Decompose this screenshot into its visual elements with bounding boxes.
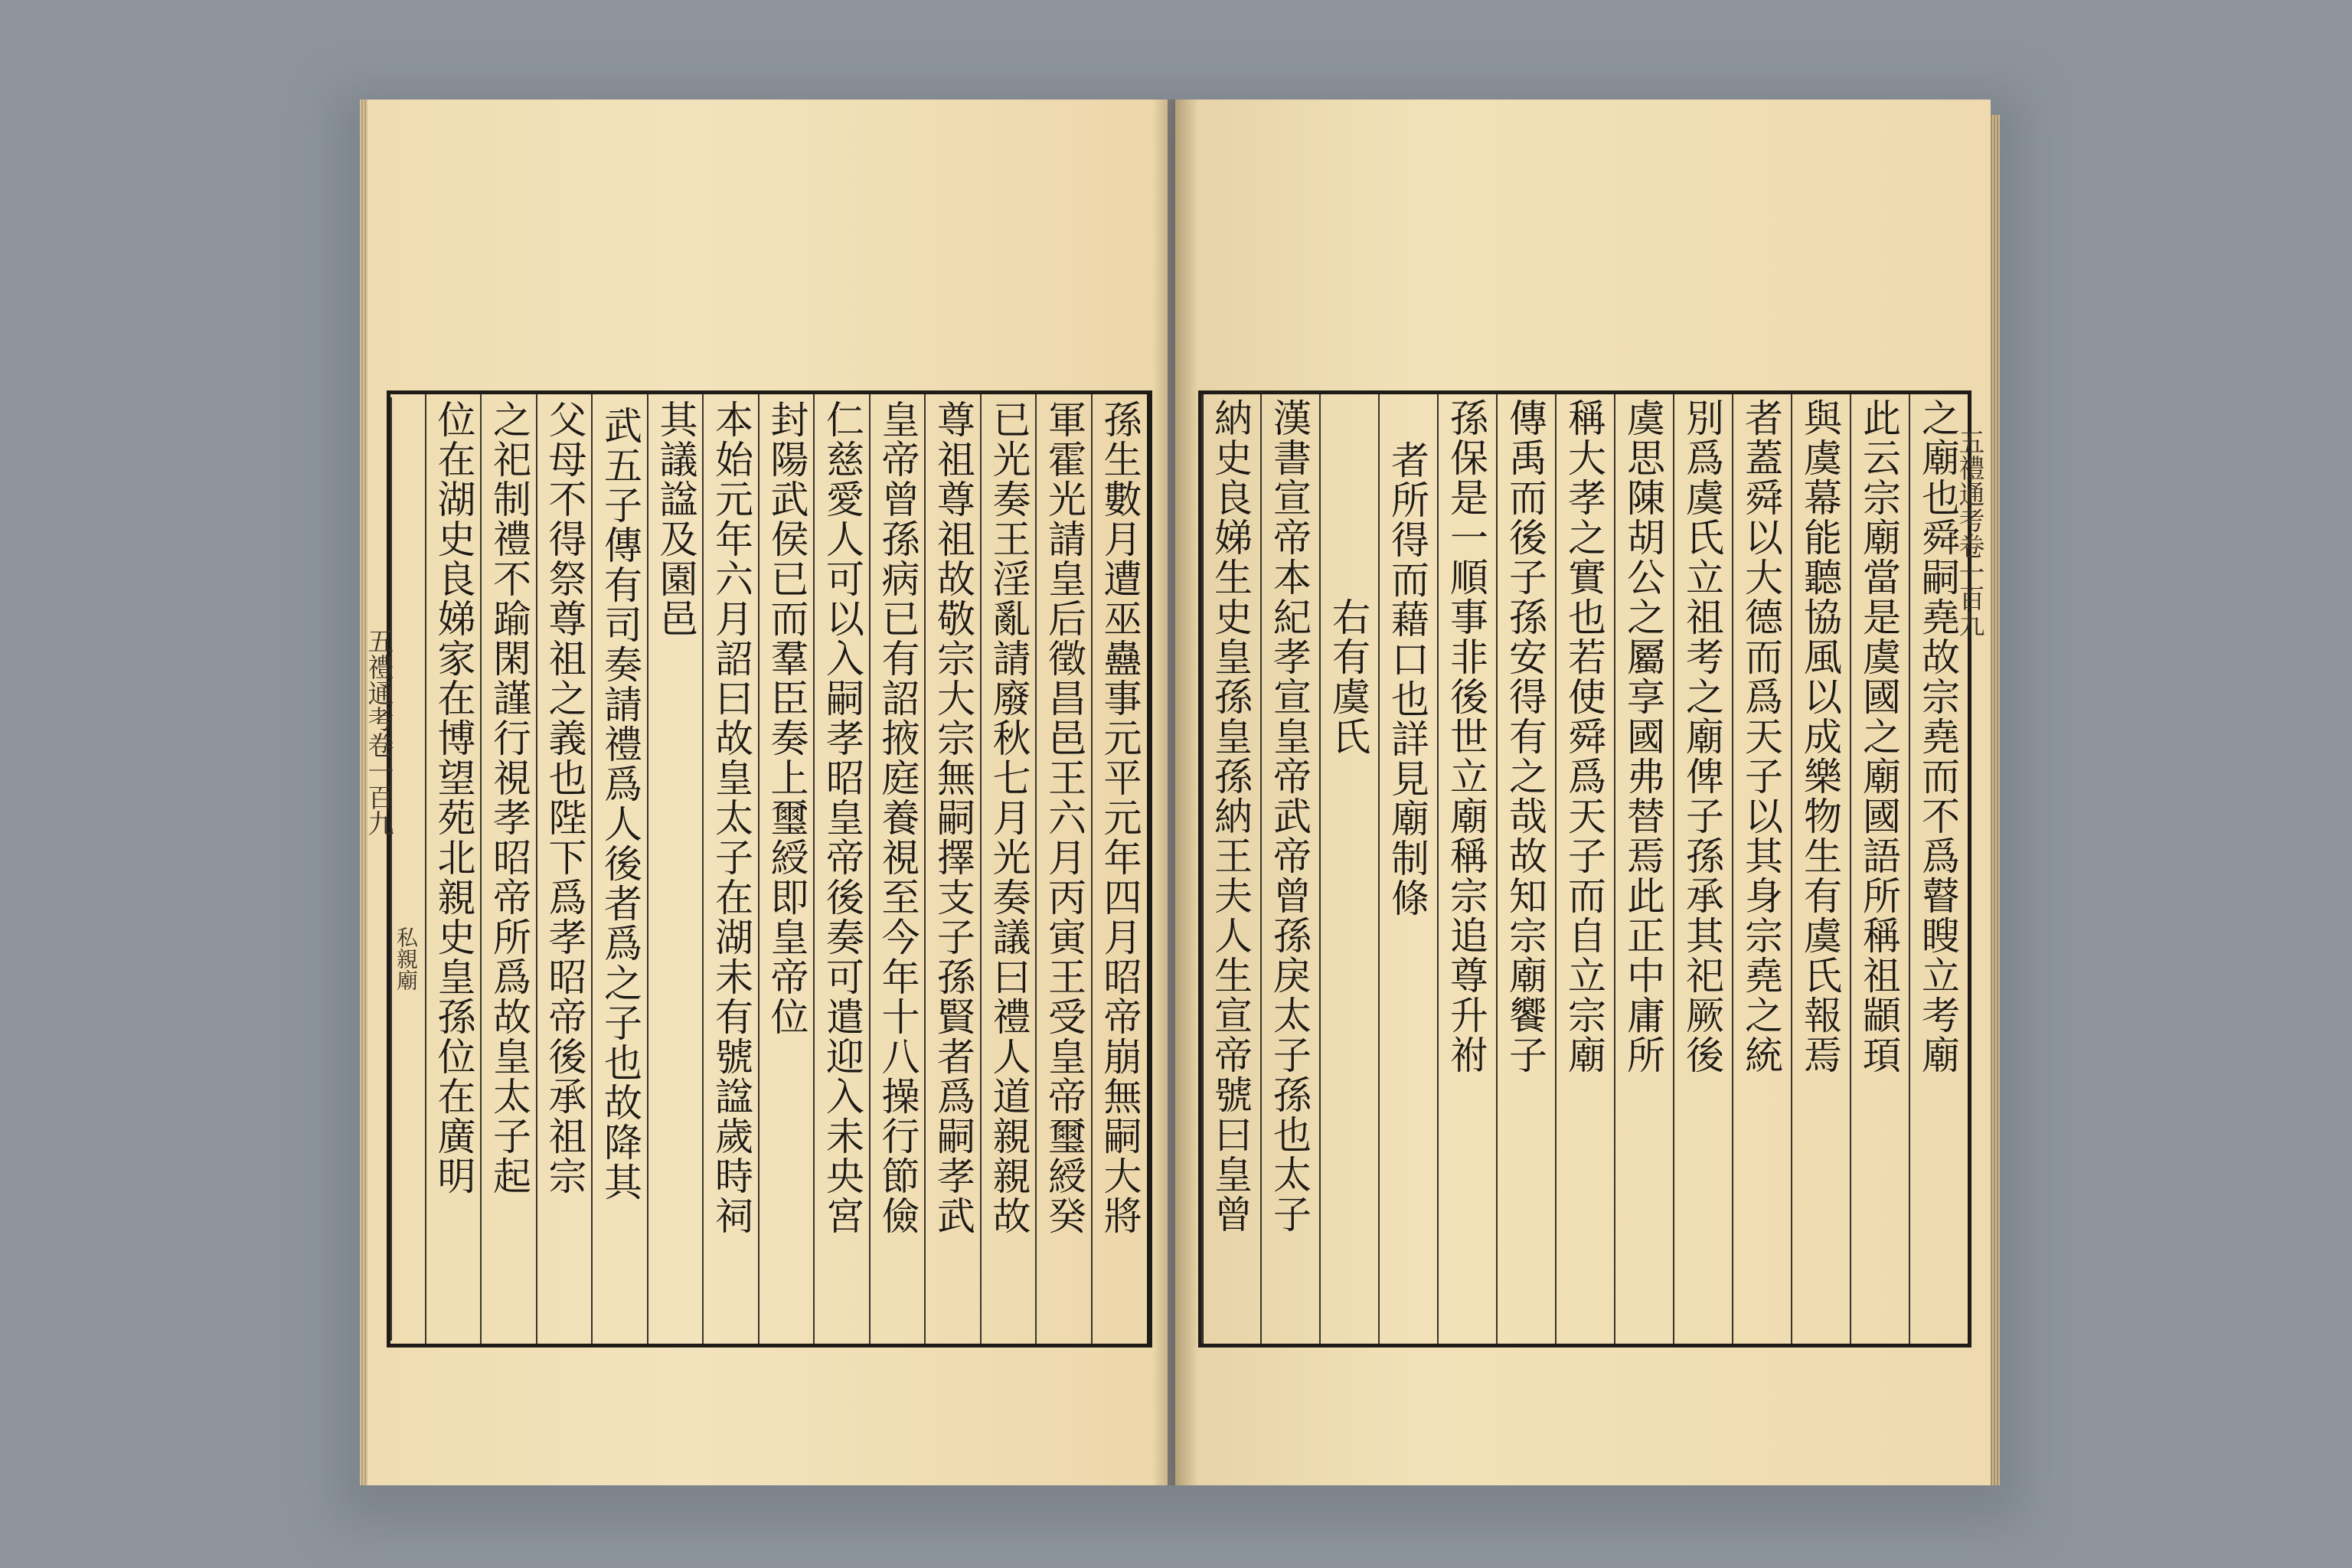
column-rule <box>1201 394 1203 1344</box>
text-column: 軍霍光請皇后徵昌邑王六月丙寅王受皇帝璽綬癸 <box>1042 400 1086 1236</box>
column-rule <box>647 394 648 1344</box>
column-rule <box>1260 394 1262 1344</box>
column-rule <box>1091 394 1093 1344</box>
column-rule <box>869 394 871 1344</box>
text-column: 之祀制禮不踰閑謹行視孝昭帝所爲故皇太子起 <box>487 400 531 1196</box>
text-column: 右有虞氏 <box>1326 597 1370 756</box>
column-rule <box>390 397 392 1341</box>
text-column: 虞思陳胡公之屬享國弗替焉此正中庸所 <box>1621 398 1665 1075</box>
text-column: 傳禹而後子孫安得有之哉故知宗廟饗子 <box>1503 398 1547 1075</box>
text-column: 漢書宣帝本紀孝宣皇帝武帝曾孫戾太子孫也太子 <box>1267 398 1312 1234</box>
column-rule <box>1673 394 1674 1344</box>
column-rule <box>924 394 926 1344</box>
text-column: 尊祖尊祖故敬宗大宗無嗣擇支子孫賢者爲嗣孝武 <box>931 400 975 1236</box>
column-rule <box>1437 394 1439 1344</box>
text-column: 與虞幕能聽協風以成樂物生有虞氏報焉 <box>1798 398 1842 1075</box>
column-rule <box>536 394 537 1344</box>
text-column: 稱大孝之實也若使舜爲天子而自立宗廟 <box>1562 398 1606 1075</box>
text-column: 位在湖史良娣家在博望苑北親史皇孫位在廣明 <box>431 400 476 1196</box>
text-column: 已光奏王淫亂請廢秋七月光奏議曰禮人道親親故 <box>986 400 1031 1236</box>
column-rule <box>1614 394 1615 1344</box>
column-rule <box>1035 394 1037 1344</box>
book-gutter <box>1152 100 1198 1485</box>
column-rule <box>758 394 760 1344</box>
text-column: 武五子傳有司奏請禮爲人後者爲之子也故降其 <box>598 406 642 1202</box>
text-column: 父母不得祭尊祖之義也陛下爲孝昭帝後承祖宗 <box>542 400 587 1196</box>
column-rule <box>813 394 815 1344</box>
column-rule <box>480 394 482 1344</box>
column-rule <box>1732 394 1733 1344</box>
text-column: 封陽武侯已而羣臣奏上璽綬即皇帝位 <box>764 400 809 1037</box>
bleed-through-left <box>567 322 609 351</box>
column-rule <box>1555 394 1557 1344</box>
column-rule <box>1319 394 1321 1344</box>
left-margin-note: 私親廟 <box>394 926 419 991</box>
right-margin-title: 五禮通考卷一百九 <box>1954 429 1984 637</box>
text-column: 皇帝曾孫病已有詔掖庭養視至今年十八操行節儉 <box>875 400 920 1236</box>
text-column: 者所得而藉口也詳見廟制條 <box>1385 440 1429 918</box>
column-rule <box>1496 394 1498 1344</box>
text-column: 仁慈愛人可以入嗣孝昭皇帝後奏可遣迎入未央宮 <box>820 400 864 1236</box>
text-column: 孫保是一順事非後世立廟稱宗追尊升祔 <box>1444 398 1488 1075</box>
text-column: 納史良娣生史皇孫皇孫納王夫人生宣帝號曰皇曾 <box>1208 398 1253 1234</box>
text-column: 本始元年六月詔曰故皇太子在湖未有號諡歲時祠 <box>709 400 753 1236</box>
bleed-through-right <box>1493 115 1535 144</box>
text-column: 者蓋舜以大德而爲天子以其身宗堯之統 <box>1739 398 1783 1075</box>
text-column: 孫生數月遭巫蠱事元平元年四月昭帝崩無嗣大將 <box>1097 400 1142 1236</box>
column-rule <box>1791 394 1792 1344</box>
column-rule <box>1909 394 1910 1344</box>
column-rule <box>1378 394 1380 1344</box>
text-column: 其議諡及園邑 <box>653 400 698 639</box>
left-margin-title: 五禮通考卷一百九 <box>363 628 394 836</box>
text-column: 別爲虞氏立祖考之廟俾子孫承其祀厥後 <box>1680 398 1724 1075</box>
column-rule <box>591 394 593 1344</box>
text-column: 此云宗廟當是虞國之廟國語所稱祖顓頊 <box>1857 398 1901 1075</box>
text-column: 之廟也舜嗣堯故宗堯而不爲瞽瞍立考廟 <box>1916 398 1960 1075</box>
column-rule <box>980 394 982 1344</box>
column-rule <box>1850 394 1851 1344</box>
column-rule <box>702 394 704 1344</box>
column-rule <box>425 394 426 1344</box>
